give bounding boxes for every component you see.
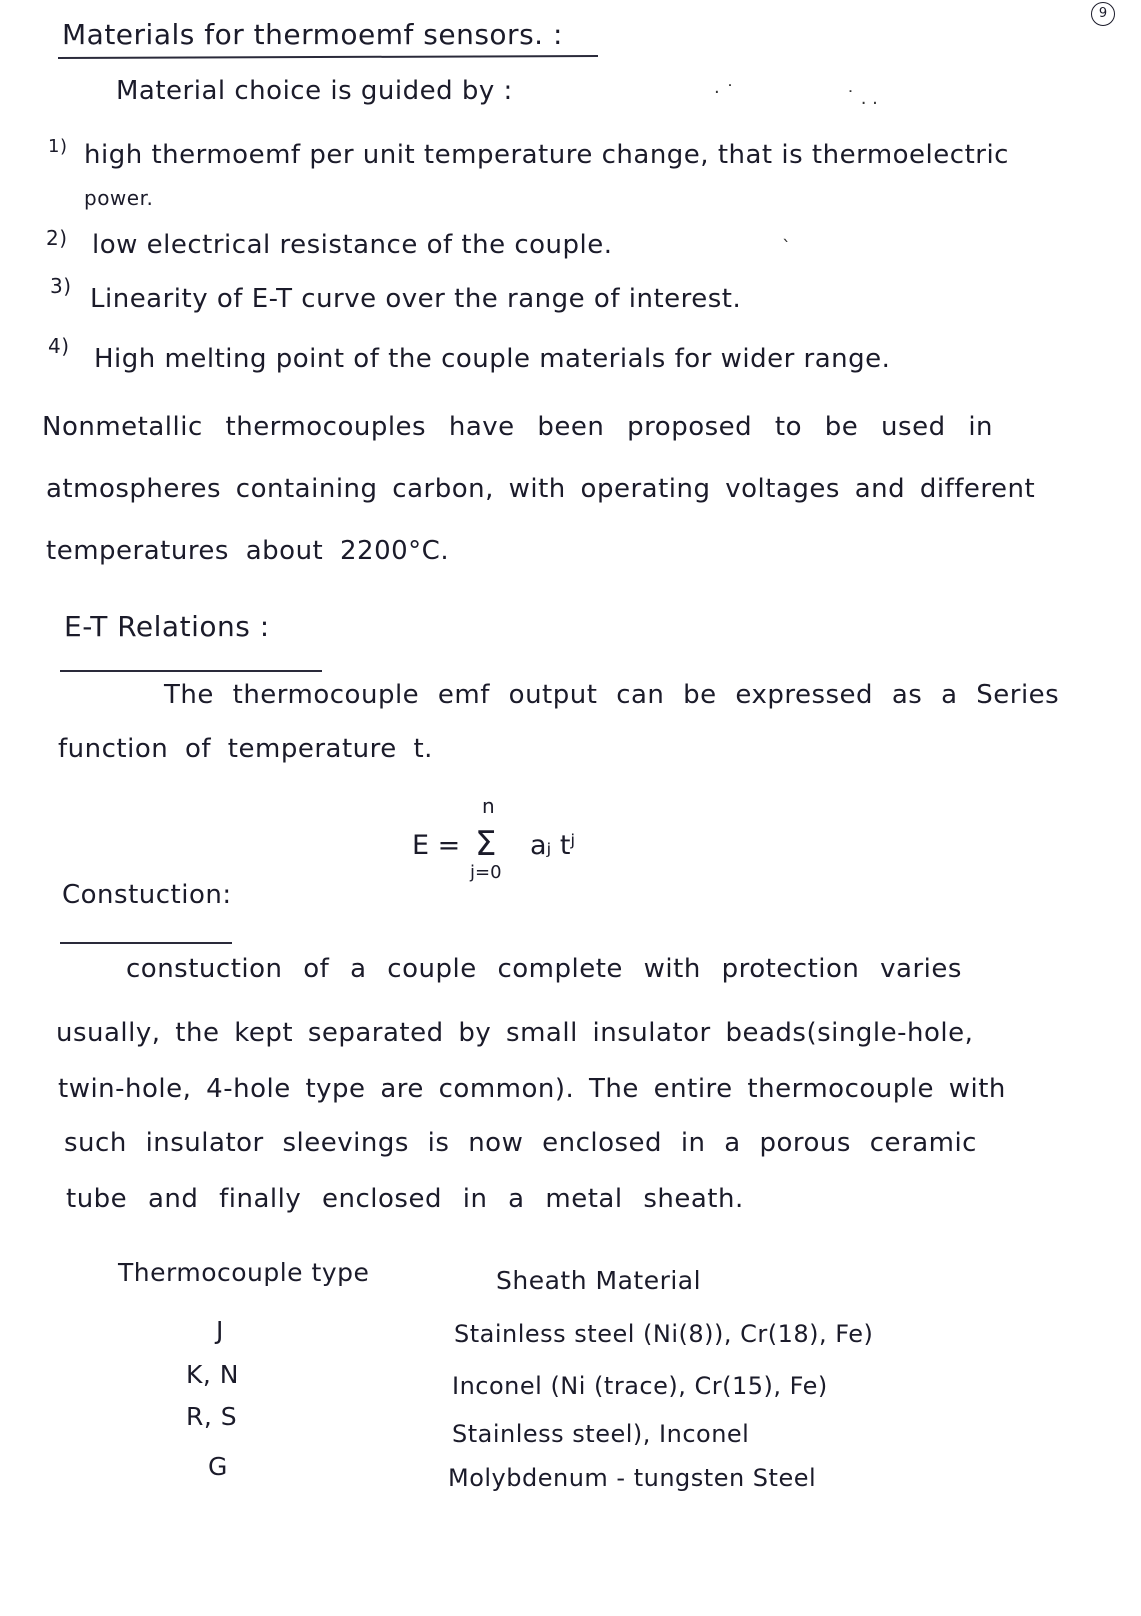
heading-et-relations: E-T Relations : <box>64 610 270 643</box>
paragraph-line: twin-hole, 4-hole type are common). The entire thermocouple with <box>58 1074 1006 1104</box>
paragraph-line: such insulator sleevings is now enclosed in a porous ceramic <box>64 1128 977 1158</box>
list-item-number: 1) <box>48 136 68 157</box>
page-number: 9 <box>1091 2 1115 26</box>
thermocouple-type: G <box>208 1452 228 1481</box>
paragraph-line: atmospheres containing carbon, with operating voltages and different <box>46 474 1036 504</box>
stray-mark: ˎ <box>782 222 791 243</box>
stray-mark: ˙ . . <box>846 88 878 109</box>
list-item-text: low electrical resistance of the couple. <box>92 230 613 260</box>
intro-text: Material choice is guided by : <box>116 76 513 106</box>
list-item-text: Linearity of E-T curve over the range of interest. <box>90 284 742 314</box>
heading-underline <box>60 670 322 672</box>
list-item-number: 4) <box>48 334 70 358</box>
thermocouple-type: R, S <box>186 1402 238 1431</box>
formula-term: aⱼ tʲ <box>530 830 576 861</box>
formula-upper-limit: n <box>482 794 495 818</box>
paragraph-line: temperatures about 2200°C. <box>46 536 450 566</box>
stray-mark: · ˙ <box>714 82 735 103</box>
thermocouple-type: K, N <box>186 1360 239 1389</box>
list-item-number: 2) <box>46 226 68 250</box>
paragraph-line: usually, the kept separated by small insulator beads(single-hole, <box>56 1018 974 1048</box>
paragraph-line: Nonmetallic thermocouples have been proposed to be used in <box>42 412 994 442</box>
table-header-type: Thermocouple type <box>118 1258 370 1287</box>
paragraph-line: constuction of a couple complete with protection varies <box>126 954 962 984</box>
list-item-number: 3) <box>50 274 72 298</box>
table-header-material: Sheath Material <box>496 1266 702 1295</box>
list-item-text: high thermoemf per unit temperature change, that is thermoelectric <box>84 140 1009 170</box>
paragraph-line: The thermocouple emf output can be expressed as a Series <box>164 680 1060 710</box>
series-formula <box>412 794 632 890</box>
sheath-material: Inconel (Ni (trace), Cr(15), Fe) <box>452 1372 828 1400</box>
heading-construction: Constuction: <box>62 880 232 910</box>
sheath-material: Stainless steel), Inconel <box>452 1420 750 1448</box>
formula-lhs: E = <box>412 830 461 861</box>
paragraph-line: function of temperature t. <box>58 734 433 764</box>
formula-lower-limit: j=0 <box>470 862 502 883</box>
thermocouple-type: J <box>216 1316 224 1345</box>
formula-sigma: Σ <box>475 824 497 864</box>
sheath-material: Stainless steel (Ni(8)), Cr(18), Fe) <box>454 1320 874 1348</box>
list-item-text: High melting point of the couple materials for wider range. <box>94 344 891 374</box>
heading-underline <box>58 55 598 58</box>
heading-materials: Materials for thermoemf sensors. : <box>62 18 563 51</box>
sheath-material: Molybdenum - tungsten Steel <box>448 1464 817 1492</box>
heading-underline <box>60 942 232 944</box>
paragraph-line: tube and finally enclosed in a metal sheath. <box>66 1184 744 1214</box>
list-item-continuation: power. <box>84 186 154 210</box>
